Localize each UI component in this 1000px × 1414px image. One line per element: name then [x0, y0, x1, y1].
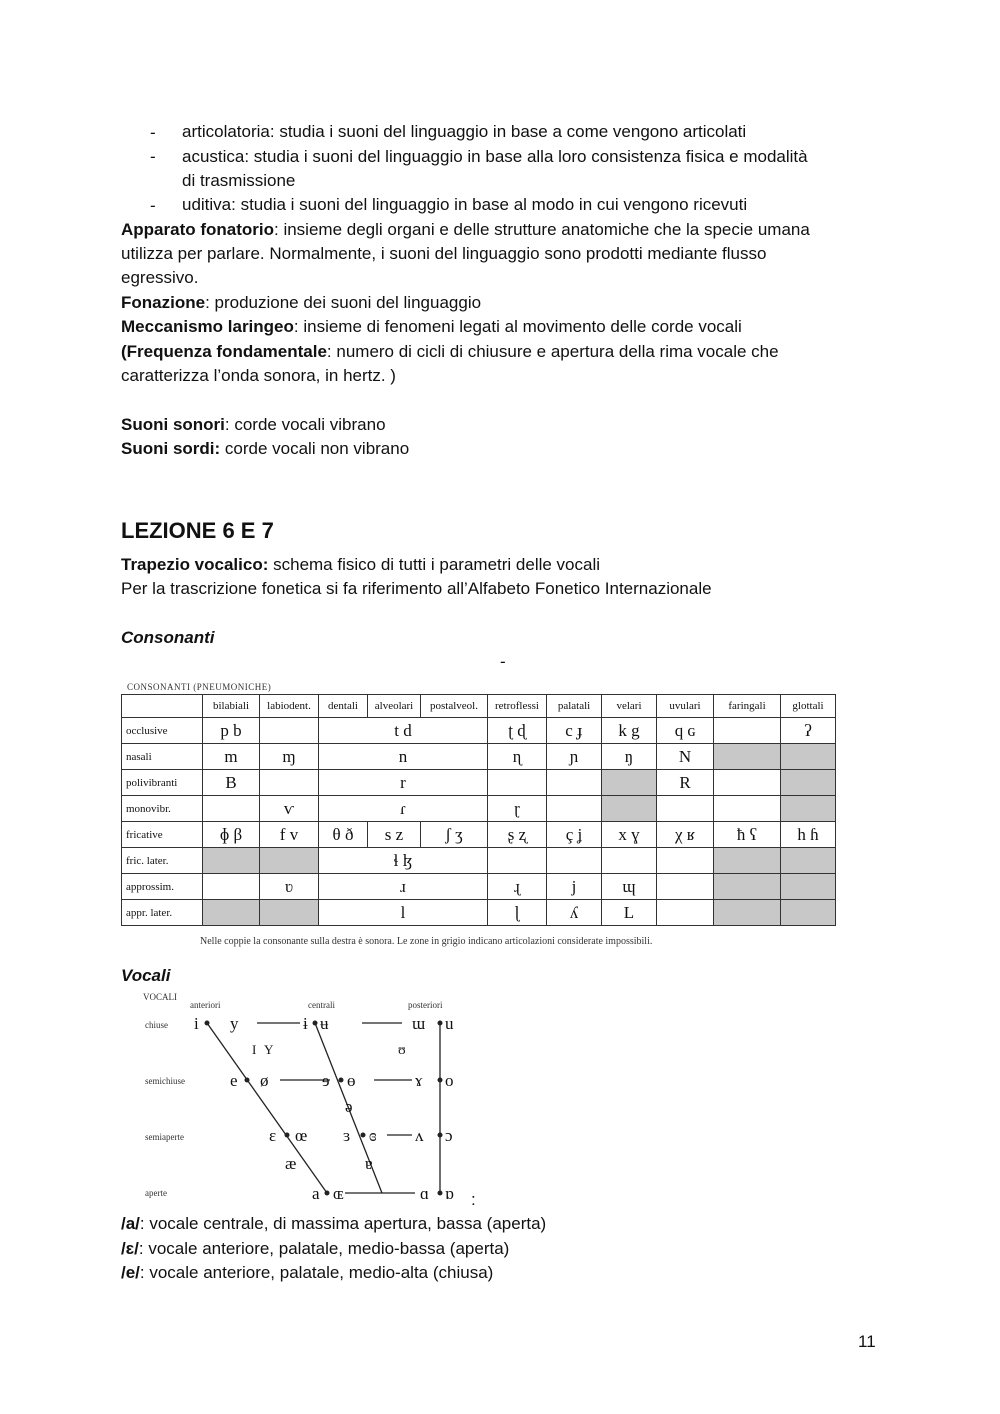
col-dentali: dentali — [319, 695, 368, 718]
cell-impossible — [260, 900, 319, 926]
cell-impossible — [781, 848, 836, 874]
trapezio-line — [121, 553, 600, 577]
col-alveolari: alveolari — [368, 695, 421, 718]
apparato-line2: utilizza per parlare. Normalmente, i suoni del linguaggio sono prodotti mediante flusso — [121, 244, 767, 263]
row-label: fric. later. — [122, 848, 203, 874]
row-label: fricative — [122, 822, 203, 848]
vowel-y: y — [230, 1014, 239, 1033]
vowel-o: o — [445, 1071, 454, 1090]
row-label: occlusive — [122, 718, 203, 744]
cell: q ɢ — [657, 718, 714, 744]
vowel-def-text: : vocale centrale, di massima apertura, bassa (aperta) — [139, 1214, 547, 1233]
cell: r — [319, 770, 488, 796]
cell: L — [602, 900, 657, 926]
sordi-term: Suoni sordi: — [121, 439, 221, 458]
cell: x ɣ — [602, 822, 657, 848]
cell — [547, 848, 602, 874]
cell: c ɟ — [547, 718, 602, 744]
apparato-def: : insieme degli organi e delle strutture anatomiche che la specie umana — [274, 220, 810, 239]
vowel-barred-o: ɵ — [347, 1071, 356, 1090]
table-row — [122, 770, 836, 796]
cell: ɰ — [602, 874, 657, 900]
col-centrali: centrali — [308, 1000, 335, 1010]
consonanti-title: Consonanti — [121, 628, 215, 647]
col-velari: velari — [602, 695, 657, 718]
cell-impossible — [714, 744, 781, 770]
table-row — [122, 822, 836, 848]
vowel-turned-m: ɯ — [412, 1014, 426, 1033]
cell — [260, 718, 319, 744]
vowel-u: u — [445, 1014, 454, 1033]
frequenza-line1 — [121, 340, 779, 364]
table-caption: Nelle coppie la consonante sulla destra è sonora. Le zone in grigio indicano articolazioni considerate impossibili. — [200, 936, 653, 947]
bullet-uditiva: uditiva: studia i suoni del linguaggio in base al modo in cui vengono ricevuti — [182, 195, 748, 214]
cell-impossible — [781, 900, 836, 926]
col-postalveol: postalveol. — [421, 695, 488, 718]
trapezio-def: schema fisico di tutti i parametri delle vocali — [268, 555, 601, 574]
cell — [203, 874, 260, 900]
cell: ɾ — [319, 796, 488, 822]
cell-impossible — [602, 796, 657, 822]
vowel-trapezoid — [115, 988, 495, 1203]
cell — [602, 848, 657, 874]
vowel-e: e — [230, 1071, 238, 1090]
vowel-def-symbol: /e/ — [121, 1263, 140, 1282]
cell: N — [657, 744, 714, 770]
vowel-reversed-epsilon: ɜ — [343, 1126, 351, 1145]
cell: j — [547, 874, 602, 900]
frequenza-def: : numero di cicli di chiusure e apertura della rima vocale che — [326, 342, 779, 361]
table-row — [122, 900, 836, 926]
col-uvulari: uvulari — [657, 695, 714, 718]
cell: t d — [319, 718, 488, 744]
vowel-def-symbol: /a/ — [121, 1214, 140, 1233]
cons-table-title: CONSONANTI (PNEUMONICHE) — [127, 682, 272, 692]
bullet-dash: - — [150, 196, 156, 215]
cell: k g — [602, 718, 657, 744]
vowel-upsilon: ʊ — [398, 1043, 406, 1058]
table-row — [122, 874, 836, 900]
row-label: appr. later. — [122, 900, 203, 926]
cell: ɲ — [547, 744, 602, 770]
cell — [260, 770, 319, 796]
table-row — [122, 718, 836, 744]
vowel-reversed-e: ɘ — [322, 1071, 330, 1090]
apparato-term: Apparato fonatorio — [121, 220, 274, 239]
vowel-def-a — [121, 1212, 546, 1236]
vowel-schwa: ə — [345, 1097, 353, 1116]
vowel-open-o: ɔ — [445, 1126, 453, 1145]
cell: ʎ — [547, 900, 602, 926]
col-faringali: faringali — [714, 695, 781, 718]
sordi-def: corde vocali non vibrano — [220, 439, 410, 458]
cell: χ ʁ — [657, 822, 714, 848]
section-heading: LEZIONE 6 E 7 — [121, 518, 274, 543]
vowel-ae: æ — [285, 1154, 297, 1173]
vowel-barred-u: ʉ — [320, 1014, 329, 1033]
cell — [714, 770, 781, 796]
vowel-a: a — [312, 1184, 320, 1203]
vowel-closed-reversed-epsilon: ɞ — [369, 1126, 377, 1145]
page-number: 11 — [858, 1332, 876, 1351]
row-label: nasali — [122, 744, 203, 770]
bullet-articolatoria: articolatoria: studia i suoni del linguaggio in base a come vengono articolati — [182, 122, 747, 141]
row-aperte: aperte — [145, 1188, 167, 1198]
sordi-line — [121, 437, 409, 461]
vowel-def-text: : vocale anteriore, palatale, medio-alta (chiusa) — [139, 1263, 494, 1282]
sonori-line — [121, 413, 386, 437]
cell: ɽ — [488, 796, 547, 822]
meccanismo-line — [121, 315, 742, 339]
vowel-turned-script-a: ɒ — [445, 1184, 454, 1203]
vowel-turned-v: ʌ — [415, 1126, 424, 1145]
vowel-epsilon: ɛ — [269, 1126, 277, 1145]
col-glottali: glottali — [781, 695, 836, 718]
cell — [657, 874, 714, 900]
bullet-acustica-cont: di trasmissione — [182, 171, 296, 190]
vowel-def-symbol: /ɛ/ — [121, 1239, 139, 1258]
cell-impossible — [203, 848, 260, 874]
cell: ʃ ʒ — [421, 822, 488, 848]
cell — [488, 848, 547, 874]
cell: B — [203, 770, 260, 796]
col-bilabiali: bilabiali — [203, 695, 260, 718]
row-label: approssim. — [122, 874, 203, 900]
row-chiuse: chiuse — [145, 1020, 168, 1030]
cell-impossible — [781, 874, 836, 900]
cell: s z — [368, 822, 421, 848]
vowel-def-epsilon — [121, 1237, 509, 1261]
cell: ɳ — [488, 744, 547, 770]
table-row — [122, 796, 836, 822]
meccanismo-def: : insieme di fenomeni legati al movimento delle corde vocali — [293, 317, 742, 336]
cell: ⱱ — [260, 796, 319, 822]
col-palatali: palatali — [547, 695, 602, 718]
cell — [714, 796, 781, 822]
vowel-script-a: ɑ — [420, 1184, 429, 1203]
bullet-dash: - — [150, 123, 156, 142]
cell-impossible — [781, 770, 836, 796]
sonori-term: Suoni sonori — [121, 415, 225, 434]
cell: θ ð — [319, 822, 368, 848]
col-retroflessi: retroflessi — [488, 695, 547, 718]
cell-impossible — [203, 900, 260, 926]
vowel-small-i: I — [252, 1042, 257, 1057]
cell: f v — [260, 822, 319, 848]
cell: ʋ — [260, 874, 319, 900]
stray-colon: : — [471, 1190, 476, 1209]
row-semichiuse: semichiuse — [145, 1076, 185, 1086]
vowel-dots — [205, 1021, 443, 1196]
cell: ʈ ɖ — [488, 718, 547, 744]
cell: ɭ — [488, 900, 547, 926]
col-posteriori: posteriori — [408, 1000, 443, 1010]
bullet-acustica: acustica: studia i suoni del linguaggio in base alla loro consistenza fisica e modalità — [182, 147, 808, 166]
sonori-def: : corde vocali vibrano — [224, 415, 386, 434]
cell: l — [319, 900, 488, 926]
vowel-i: i — [194, 1014, 199, 1033]
vowel-oe: œ — [295, 1126, 308, 1145]
cell — [714, 718, 781, 744]
vowel-small-y: Y — [264, 1042, 274, 1057]
row-semiaperte: semiaperte — [145, 1132, 184, 1142]
cell: ʔ — [781, 718, 836, 744]
vowel-def-e — [121, 1261, 493, 1285]
cell: m — [203, 744, 260, 770]
vowel-rams-horn: ɤ — [415, 1071, 423, 1090]
apparato-line1 — [121, 218, 810, 242]
cell — [488, 770, 547, 796]
vowel-chart-title: VOCALI — [143, 992, 177, 1002]
col-anteriori: anteriori — [190, 1000, 221, 1010]
cell-impossible — [714, 848, 781, 874]
meccanismo-term: Meccanismo laringeo — [121, 317, 294, 336]
vocali-title: Vocali — [121, 966, 171, 985]
cell — [657, 848, 714, 874]
vowel-barred-i: ɨ — [303, 1014, 308, 1033]
cell — [547, 770, 602, 796]
stray-dash: - — [500, 652, 506, 671]
cell: ʂ ʐ — [488, 822, 547, 848]
cell: ɸ β — [203, 822, 260, 848]
frequenza-line2: caratterizza l’onda sonora, in hertz. ) — [121, 366, 396, 385]
cell-impossible — [260, 848, 319, 874]
cell-impossible — [781, 744, 836, 770]
cell — [657, 796, 714, 822]
cell: ħ ʕ — [714, 822, 781, 848]
vowel-small-oe: ɶ — [333, 1184, 344, 1203]
cell: n — [319, 744, 488, 770]
cell: ç ʝ — [547, 822, 602, 848]
fonazione-line — [121, 291, 481, 315]
row-label: polivibranti — [122, 770, 203, 796]
vowel-turned-a: ɐ — [365, 1154, 373, 1173]
fonazione-term: Fonazione — [121, 293, 206, 312]
apparato-line3: egressivo. — [121, 268, 199, 287]
vowel-slashed-o: ø — [260, 1071, 269, 1090]
cell: ɬ ɮ — [319, 848, 488, 874]
cell: ŋ — [602, 744, 657, 770]
cell: R — [657, 770, 714, 796]
cell — [203, 796, 260, 822]
cell — [657, 900, 714, 926]
row-label: monovibr. — [122, 796, 203, 822]
bullet-dash: - — [150, 147, 156, 166]
table-row — [122, 848, 836, 874]
frequenza-term: (Frequenza fondamentale — [121, 342, 327, 361]
cell: ɱ — [260, 744, 319, 770]
cell — [547, 796, 602, 822]
cell-impossible — [781, 796, 836, 822]
trapezio-term: Trapezio vocalico: — [121, 555, 269, 574]
alfabeto-line: Per la trascrizione fonetica si fa riferimento all’Alfabeto Fonetico Internazionale — [121, 579, 712, 598]
cell: h ɦ — [781, 822, 836, 848]
table-row — [122, 744, 836, 770]
fonazione-def: : produzione dei suoni del linguaggio — [205, 293, 482, 312]
consonant-table — [121, 694, 836, 926]
cell: ɻ — [488, 874, 547, 900]
cell-impossible — [602, 770, 657, 796]
cell-impossible — [714, 874, 781, 900]
cell-impossible — [714, 900, 781, 926]
corner-cell — [122, 695, 203, 718]
cell: p b — [203, 718, 260, 744]
vowel-def-text: : vocale anteriore, palatale, medio-bassa (aperta) — [138, 1239, 510, 1258]
col-labiodent: labiodent. — [260, 695, 319, 718]
cell: ɹ — [319, 874, 488, 900]
